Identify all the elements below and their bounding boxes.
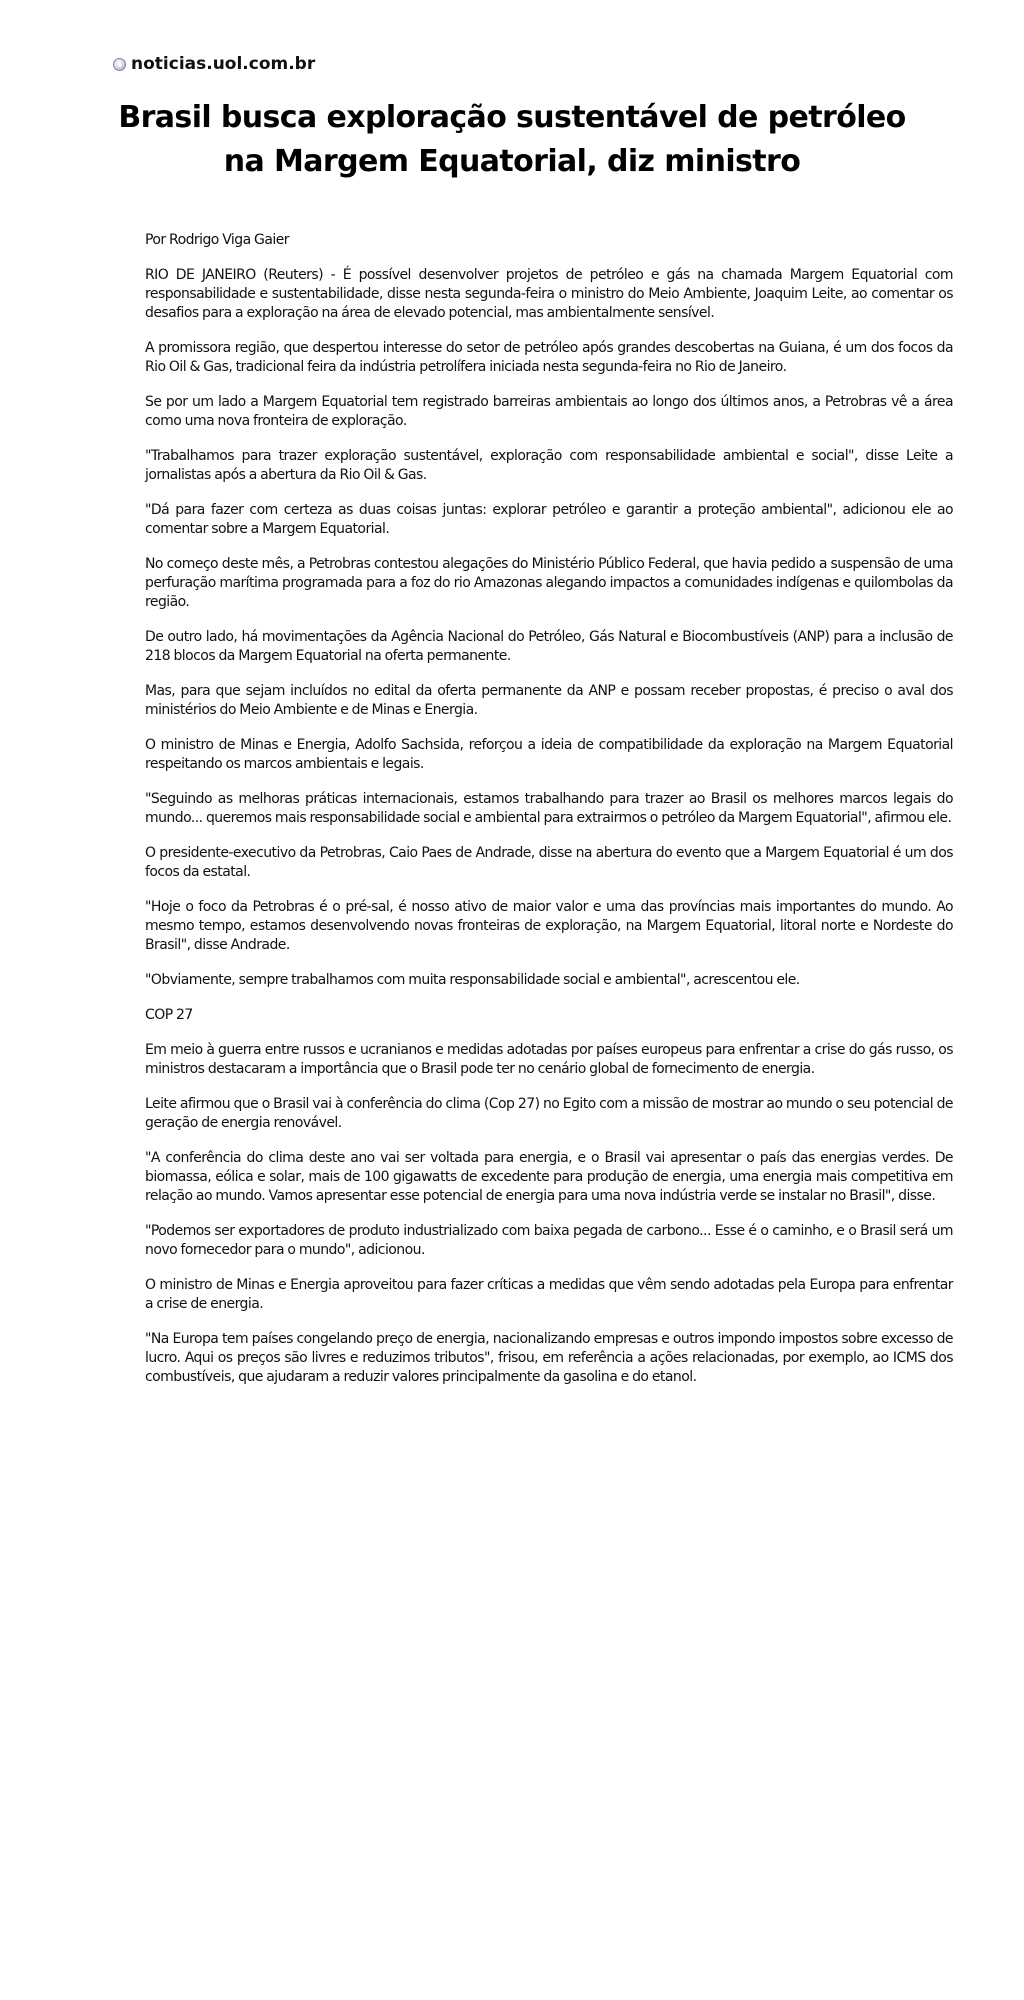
article-paragraph: Em meio à guerra entre russos e ucranianos e medidas adotadas por países europeus para enfrentar a crise do gás russo, os ministros destacaram a importância que o Brasil pode ter no cenário global de fornecimento de energia.: [145, 1042, 953, 1077]
article-paragraph: Leite afirmou que o Brasil vai à conferência do clima (Cop 27) no Egito com a missão de mostrar ao mundo o seu potencial de geração de energia renovável.: [145, 1096, 953, 1131]
article-paragraph: "Trabalhamos para trazer exploração sustentável, exploração com responsabilidade ambiental e social", disse Leite a jornalistas após a abertura da Rio Oil & Gas.: [145, 448, 953, 483]
article-paragraph: No começo deste mês, a Petrobras contestou alegações do Ministério Público Federal, que havia pedido a suspensão de uma perfuração marítima programada para a foz do rio Amazonas alegando impactos a comunidades indígenas e quilombolas da região.: [145, 556, 953, 610]
source-site: [113, 52, 315, 76]
article-paragraph: "Na Europa tem países congelando preço de energia, nacionalizando empresas e outros impondo impostos sobre excesso de lucro. Aqui os preços são livres e reduzimos tributos", frisou, em referência a ações relacionadas, por exemplo, ao ICMS dos combustíveis, que ajudaram a reduzir valores principalmente da gasolina e do etanol.: [145, 1331, 953, 1385]
article-paragraph: O presidente-executivo da Petrobras, Caio Paes de Andrade, disse na abertura do evento que a Margem Equatorial é um dos focos da estatal.: [145, 845, 953, 880]
article-paragraph: O ministro de Minas e Energia aproveitou para fazer críticas a medidas que vêm sendo adotadas pela Europa para enfrentar a crise de energia.: [145, 1277, 953, 1312]
article-paragraph: A promissora região, que despertou interesse do setor de petróleo após grandes descobertas na Guiana, é um dos focos da Rio Oil & Gas, tradicional feira da indústria petrolífera iniciada nesta segunda-feira no Rio de Janeiro.: [145, 340, 953, 375]
article-paragraph: "A conferência do clima deste ano vai ser voltada para energia, e o Brasil vai apresentar o país das energias verdes. De biomassa, eólica e solar, mais de 100 gigawatts de excedente para produção de energia, uma energia mais competitiva em relação ao mundo. Vamos apresentar esse potencial de energia para uma nova indústria verde se instalar no Brasil", disse.: [145, 1150, 953, 1204]
article-paragraph: "Podemos ser exportadores de produto industrializado com baixa pegada de carbono... Esse é o caminho, e o Brasil será um novo fornecedor para o mundo", adicionou.: [145, 1223, 953, 1258]
article-paragraph: "Seguindo as melhoras práticas internacionais, estamos trabalhando para trazer ao Brasil os melhores marcos legais do mundo... queremos mais responsabilidade social e ambiental para extrairmos o petróleo da Margem Equatorial", afirmou ele.: [145, 791, 953, 826]
article-paragraph: O ministro de Minas e Energia, Adolfo Sachsida, reforçou a ideia de compatibilidade da exploração na Margem Equatorial respeitando os marcos ambientais e legais.: [145, 737, 953, 772]
source-domain: noticias.uol.com.br: [131, 54, 316, 74]
article-title: Brasil busca exploração sustentável de petróleo na Margem Equatorial, diz ministro: [118, 100, 906, 179]
article-paragraph: "Dá para fazer com certeza as duas coisas juntas: explorar petróleo e garantir a proteção ambiental", adicionou ele ao comentar sobre a Margem Equatorial.: [145, 502, 953, 537]
globe-icon: [113, 58, 126, 71]
article-byline: Por Rodrigo Viga Gaier: [145, 232, 289, 248]
article-paragraph: De outro lado, há movimentações da Agência Nacional do Petróleo, Gás Natural e Biocombustíveis (ANP) para a inclusão de 218 blocos da Margem Equatorial na oferta permanente.: [145, 629, 953, 664]
article-body: [145, 231, 953, 1403]
article-paragraph: "Obviamente, sempre trabalhamos com muita responsabilidade social e ambiental", acrescentou ele.: [145, 972, 800, 988]
article-paragraph: RIO DE JANEIRO (Reuters) - É possível desenvolver projetos de petróleo e gás na chamada Margem Equatorial com responsabilidade e sustentabilidade, disse nesta segunda-feira o ministro do Meio Ambiente, Joaquim Leite, ao comentar os desafios para a exploração na área de elevado potencial, mas ambientalmente sensível.: [145, 267, 953, 321]
article-paragraph: Se por um lado a Margem Equatorial tem registrado barreiras ambientais ao longo dos últimos anos, a Petrobras vê a área como uma nova fronteira de exploração.: [145, 394, 953, 429]
section-heading: COP 27: [145, 1007, 193, 1023]
article-paragraph: "Hoje o foco da Petrobras é o pré-sal, é nosso ativo de maior valor e uma das províncias mais importantes do mundo. Ao mesmo tempo, estamos desenvolvendo novas fronteiras de exploração, na Margem Equatorial, litoral norte e Nordeste do Brasil", disse Andrade.: [145, 899, 953, 953]
article-paragraph: Mas, para que sejam incluídos no edital da oferta permanente da ANP e possam receber propostas, é preciso o aval dos ministérios do Meio Ambiente e de Minas e Energia.: [145, 683, 953, 718]
